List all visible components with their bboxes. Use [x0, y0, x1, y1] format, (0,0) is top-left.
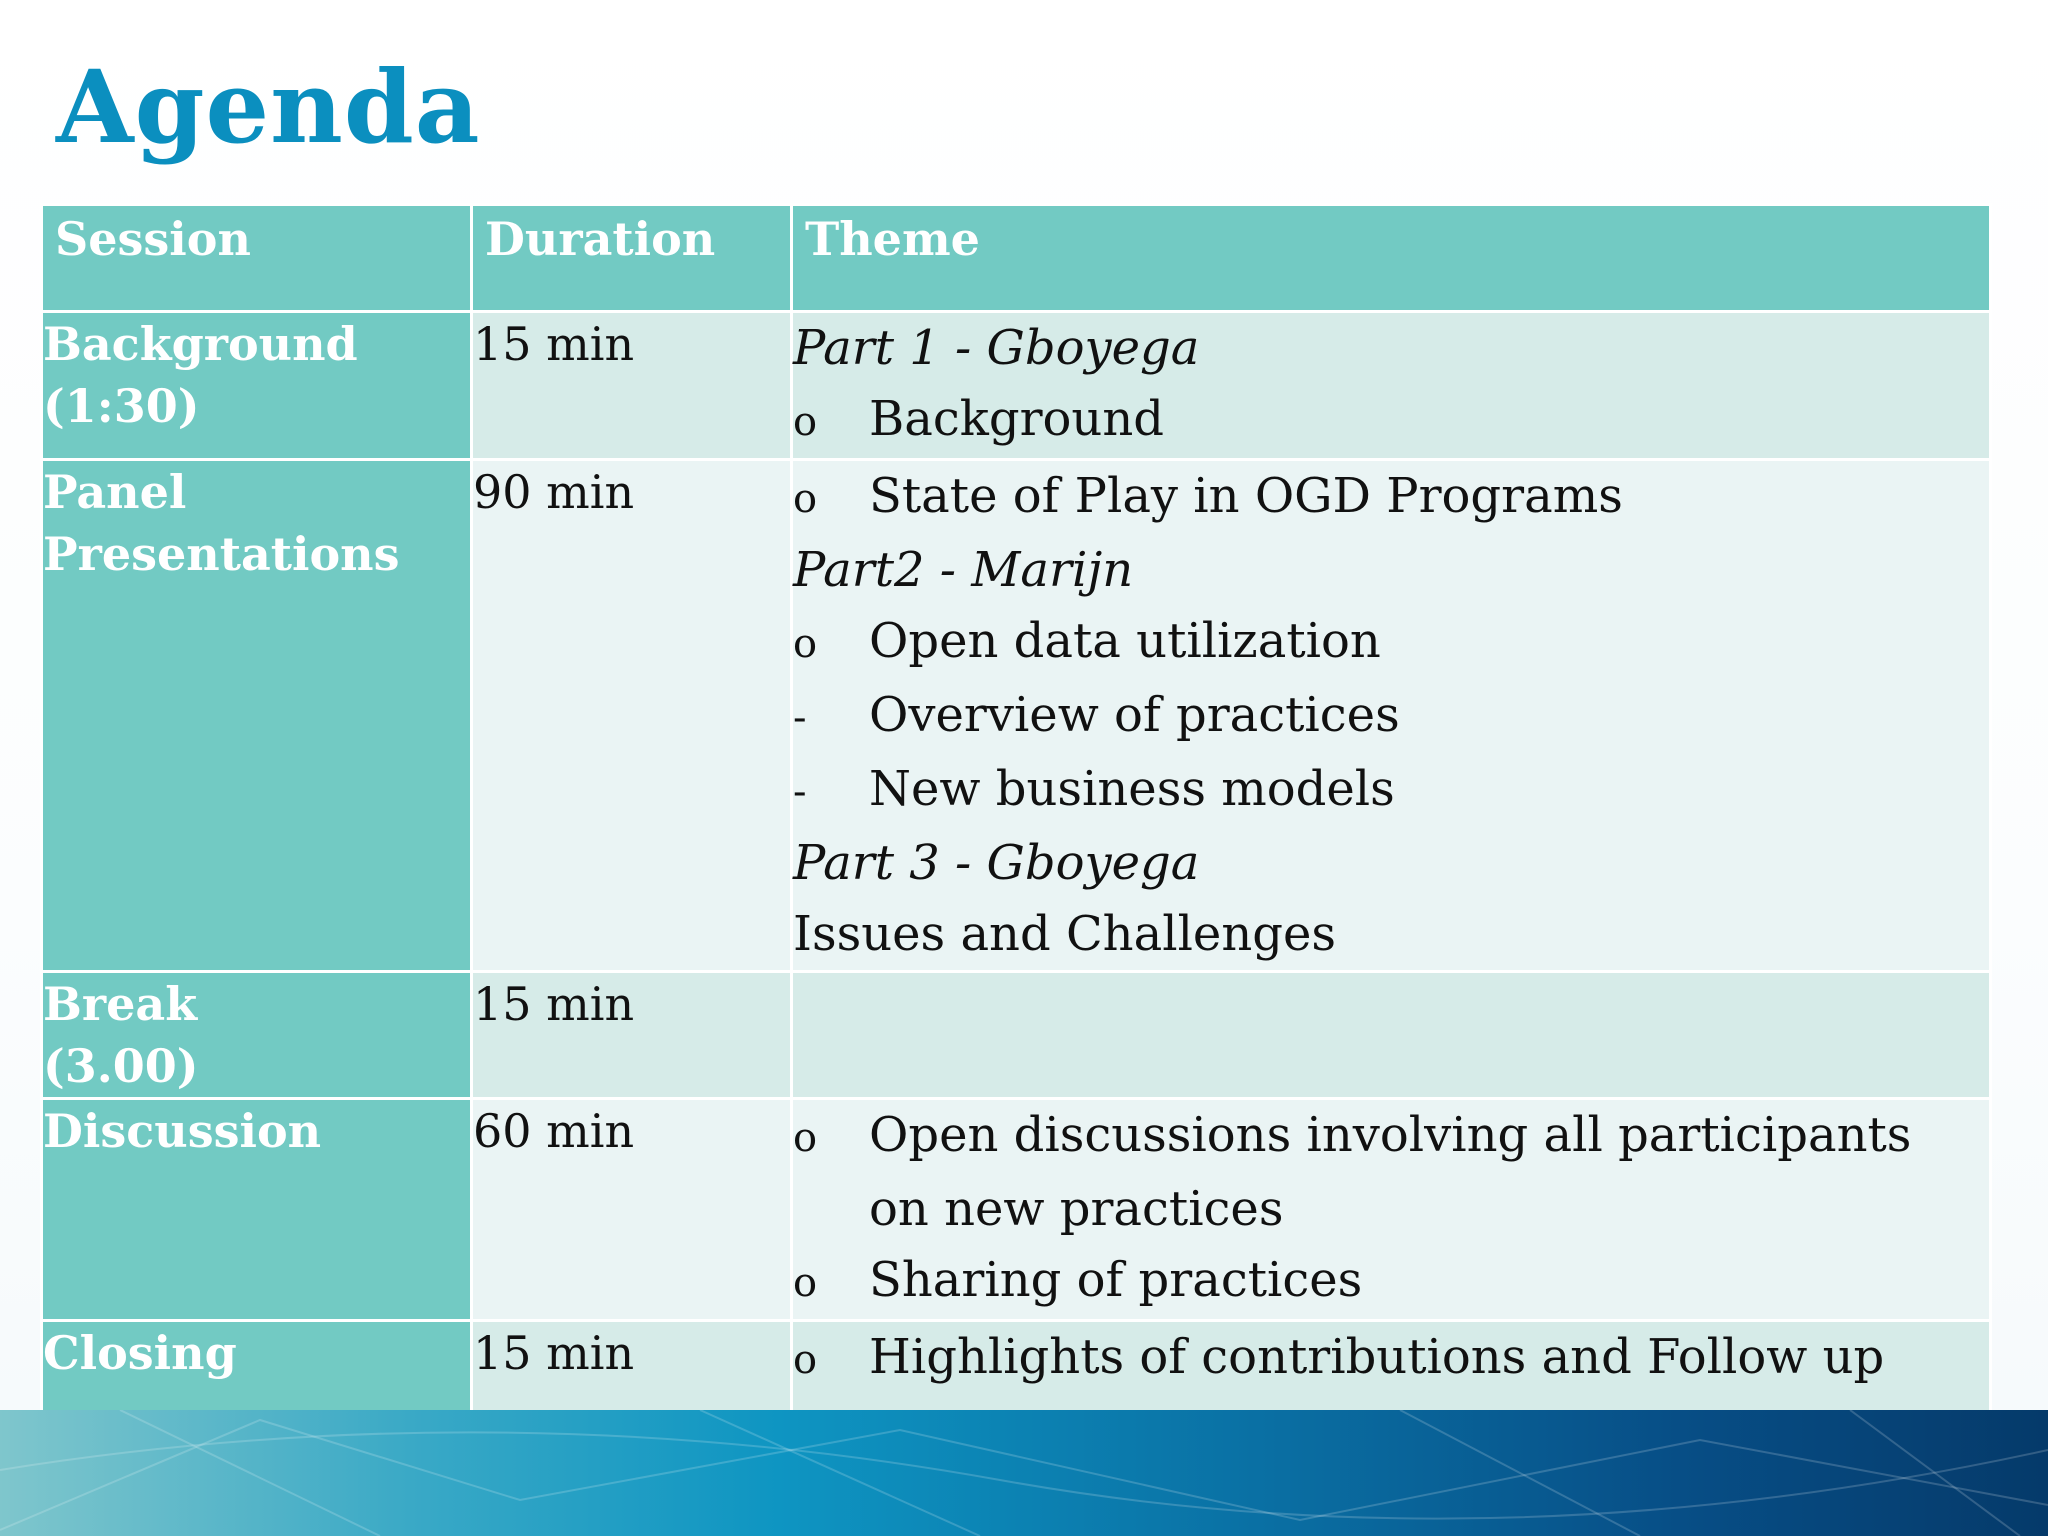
circle-bullet-icon: o: [793, 1260, 818, 1306]
session-name-line: Background: [43, 317, 358, 371]
circle-bullet-icon: o: [793, 399, 818, 445]
theme-cell: [792, 460, 1991, 972]
header-duration: Duration: [472, 205, 792, 312]
session-cell: [42, 972, 472, 1099]
session-name-line: Closing: [43, 1326, 237, 1380]
theme-bullet-item: [793, 1322, 1989, 1396]
theme-bullet-item: [793, 680, 1989, 754]
theme-item-text: State of Play in OGD Programs: [869, 468, 1623, 524]
table-row: [42, 312, 1991, 460]
theme-item-text: Highlights of contributions and Follow up: [869, 1329, 1885, 1385]
dash-bullet-icon: -: [793, 769, 807, 815]
session-name-line: Break: [43, 977, 198, 1031]
theme-item-text: Open discussions involving all participants: [869, 1107, 1912, 1163]
agenda-table: [40, 203, 1992, 1478]
theme-bullet-item: [793, 1100, 1989, 1174]
circle-bullet-icon: o: [793, 1337, 818, 1383]
slide-title: Agenda: [56, 48, 481, 166]
footer-network-lines: [0, 1410, 2048, 1536]
theme-item-text: Background: [869, 391, 1164, 447]
duration-cell: 15 min: [472, 1321, 792, 1477]
header-session: Session: [42, 205, 472, 312]
theme-cell: [792, 312, 1991, 460]
session-name-line: Discussion: [43, 1104, 322, 1158]
dash-bullet-icon: -: [793, 695, 807, 741]
part-heading-text: Part 1 - Gboyega: [793, 320, 1200, 376]
theme-item-text: Overview of practices: [869, 687, 1400, 743]
part-heading-text: Part2 - Marijn: [793, 542, 1134, 598]
circle-bullet-icon: o: [793, 476, 818, 522]
theme-part-heading: [793, 828, 1989, 899]
session-name-line: (1:30): [43, 379, 200, 433]
session-cell: [42, 1099, 472, 1321]
theme-bullet-item: [793, 1245, 1989, 1319]
part-heading-text: Part 3 - Gboyega: [793, 835, 1200, 891]
theme-item-text: on new practices: [869, 1181, 1284, 1237]
duration-cell: 90 min: [472, 460, 792, 972]
table-row: [42, 460, 1991, 972]
table-row: [42, 972, 1991, 1099]
theme-bullet-item: [793, 384, 1989, 458]
theme-bullet-item: [793, 461, 1989, 535]
theme-cell: [792, 972, 1991, 1099]
theme-plain-item: [793, 899, 1989, 970]
theme-cell: [792, 1099, 1991, 1321]
theme-item-continuation: [793, 1174, 1989, 1245]
session-cell: [42, 460, 472, 972]
duration-cell: 15 min: [472, 312, 792, 460]
theme-part-heading: [793, 535, 1989, 606]
theme-bullet-item: [793, 606, 1989, 680]
footer-decoration: [0, 1410, 2048, 1536]
theme-item-text: Issues and Challenges: [793, 906, 1336, 962]
table-row: [42, 1099, 1991, 1321]
theme-part-heading: [793, 313, 1989, 384]
theme-item-text: New business models: [869, 761, 1395, 817]
duration-cell: 15 min: [472, 972, 792, 1099]
session-cell: [42, 312, 472, 460]
circle-bullet-icon: o: [793, 621, 818, 667]
session-name-line: Presentations: [43, 527, 400, 581]
header-theme: Theme: [792, 205, 1991, 312]
duration-cell: 60 min: [472, 1099, 792, 1321]
theme-bullet-item: [793, 754, 1989, 828]
session-name-line: Panel: [43, 465, 187, 519]
theme-item-text: Sharing of practices: [869, 1252, 1363, 1308]
table-header-row: [42, 205, 1991, 312]
theme-item-text: Open data utilization: [869, 613, 1381, 669]
session-name-line: (3.00): [43, 1039, 199, 1093]
circle-bullet-icon: o: [793, 1115, 818, 1161]
